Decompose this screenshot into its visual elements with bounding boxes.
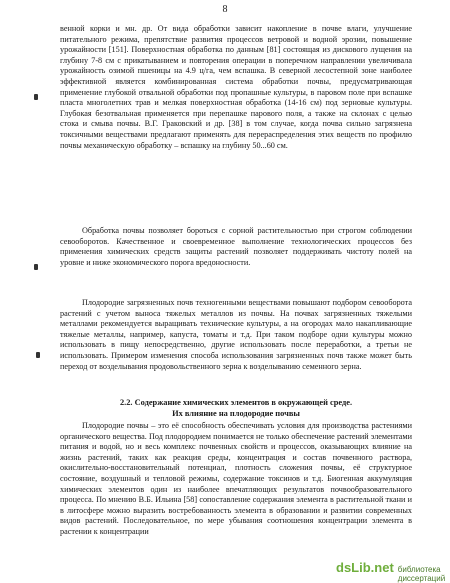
- watermark-logo: dsLib.net: [336, 560, 394, 575]
- paragraph-text: венной корки и мн. др. От вида обработки зависит накопление в почве влаги, улучшение питательного режима, препятствие развития процессов ветровой и водной эрозии, повышение урожайности [151]. Поверхностная обработка по данным [81] состоящая из дискового лущения на глубину 7-8 см с прикатыванием и повторения операции в поперечном направлении увеличивала урожайность озимой пшеницы на 4.9 ц/га, чем вспашка. В северной лесостепной зоне наиболее эффективной является комбинированная система обработки почвы, предусматривающая применение глубокой отвальной обработки под пропашные культуры, в паровом поле при вспашке пласта многолетних трав и мелкая поверхностная обработка (14-16 см) под зерновые культуры. Глубокая безотвальная применяется при перепашке парового поля, а также на склонах с целью стока и смыва почвы. В.Г. Граковский и др. [38] в том случае, когда почва сильно загрязнена токсичными веществами предлагают применять для перераспределения этих веществ по профилю почвы механическую обработку – вспашку на глубину 50...60 см.: [60, 24, 412, 150]
- paragraph: [60, 226, 412, 268]
- section-heading-line-2: Их влияние на плодородие почвы: [172, 409, 300, 418]
- page-number: 8: [222, 4, 228, 15]
- paragraph: [60, 24, 412, 151]
- paragraph-text: Плодородие почвы – это её способность обеспечивать условия для производства растениями органического вещества. Под плодородием понимается не только обеспечение растений элементами питания и водой, но и весь комплекс почвенных свойств и процессов, оказывающих влияние на жизнь растений, таких как реакция среды, концентрация и состав почвенного раствора, окислительно-восстановительный потенциал, плотность сложения почвы, её структурное состояние, воздушный и тепловой режимы, содержание токсинов и т.д. Биогенная аккумуляция химических элементов один из наиболее впечатляющих результатов почвообразовательного процесса. По мнению В.Б. Ильина [58] сопоставление содержания элемента в растительной ткани и в литосфере можно выразить востребованность элемента в образовании и развитии современных видов растений. Последовательное, по мере убывания соотношения концентрации элемента в растении к концентрации: [60, 421, 412, 536]
- paragraph-text: Обработка почвы позволяет бороться с сорной растительностью при строгом соблюдении севооборотов. Качественное и своевременное выполнение технологических процессов без применения химических средств защиты растений позволяет поддерживать чистоту полей на уровне и ниже экономического порога вредоносности.: [60, 226, 412, 267]
- margin-mark: [34, 264, 38, 270]
- section-heading-line-1: 2.2. Содержание химических элементов в окружающей среде.: [119, 398, 353, 407]
- watermark: [336, 560, 450, 583]
- section-heading: [60, 397, 412, 419]
- paragraph-text: Плодородие загрязненных почв техногенными веществами повышают подбором севооборота растений с учетом выноса тяжелых металлов из почвы. На почвах загрязненных тяжелыми металлами рекомендуется выращивать технические культуры, а на огородах мало накапливающие тяжелые металлы, например, капуста, томаты и т.д. При таком подборе одни культуры можно использовать в пищу непосредственно, другие использовать после переработки, а третьи не использовать. Примером изменения способа использования загрязненных почв также может быть переход от возделывания продовольственного зерна к возделыванию семенного зерна.: [60, 298, 412, 371]
- paragraph: [60, 421, 412, 538]
- watermark-subtitle: библиотека диссертаций: [397, 565, 446, 583]
- margin-mark: [34, 94, 38, 100]
- margin-mark: [36, 352, 40, 358]
- paragraph: [60, 298, 412, 372]
